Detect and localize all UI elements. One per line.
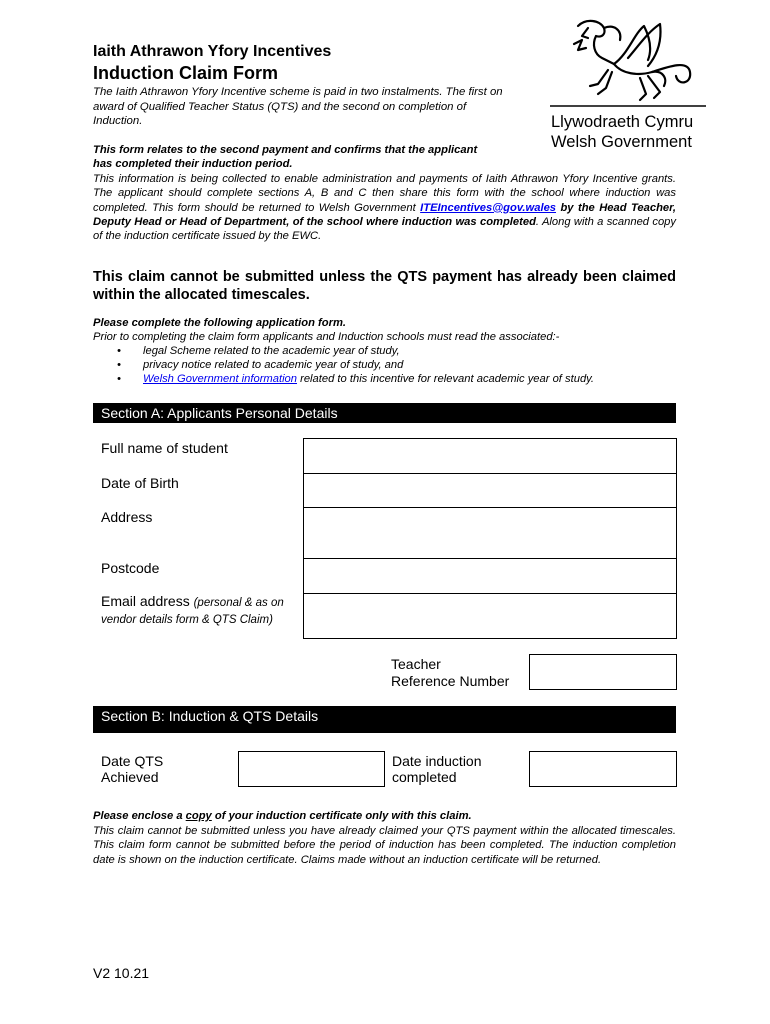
full-name-field[interactable] bbox=[303, 438, 677, 474]
address-field[interactable] bbox=[303, 507, 677, 559]
email-label: Email address (personal & as on vendor details form & QTS Claim) bbox=[101, 593, 284, 626]
wg-info-link[interactable]: Welsh Government information bbox=[143, 373, 297, 385]
info-text-2: by the Head Teacher, Deputy Head or Head of Department, of the school where induction was completed bbox=[93, 201, 676, 228]
info-text-3: . Along with a scanned copy of the induction certificate issued by the EWC. bbox=[93, 215, 676, 243]
full-name-label: Full name of student bbox=[101, 440, 228, 456]
prior-note: Prior to completing the claim form applicants and Induction schools must read the associated:- bbox=[93, 331, 560, 343]
qts-date-label: Date QTS Achieved bbox=[101, 753, 164, 785]
bullet-icon: • bbox=[117, 345, 121, 357]
postcode-label: Postcode bbox=[101, 560, 160, 576]
dob-label: Date of Birth bbox=[101, 475, 179, 491]
email-note: (personal & as on vendor details form & QTS Claim) bbox=[101, 597, 284, 626]
qts-date-field[interactable] bbox=[238, 751, 385, 787]
email-field[interactable] bbox=[303, 593, 677, 639]
please-complete: Please complete the following application form. bbox=[93, 317, 347, 329]
section-b-header: Section B: Induction & QTS Details bbox=[93, 706, 676, 733]
intro-text: The Iaith Athrawon Yfory Incentive scheme is paid in two instalments. The first on award of Qualified Teacher Status (QTS) and the second on completion of Induction. bbox=[93, 86, 503, 127]
dob-field[interactable] bbox=[303, 473, 677, 508]
address-label: Address bbox=[101, 509, 153, 525]
relates-note: This form relates to the second payment and confirms that the applicant has completed their induction period. bbox=[93, 144, 478, 170]
bullet-icon: • bbox=[117, 373, 121, 385]
trn-label: Teacher Reference Number bbox=[391, 656, 510, 689]
qts-warning: This claim cannot be submitted unless the QTS payment has already been claimed within the allocated timescales. bbox=[93, 269, 676, 303]
page-title: Induction Claim Form bbox=[93, 63, 279, 83]
trn-field[interactable] bbox=[529, 654, 677, 690]
gov-name-english: Welsh Government bbox=[551, 133, 692, 151]
gov-name-welsh: Llywodraeth Cymru bbox=[551, 113, 694, 131]
email-link[interactable]: ITEIncentives@gov.wales bbox=[420, 201, 557, 214]
section-a-header: Section A: Applicants Personal Details bbox=[93, 403, 676, 423]
postcode-field[interactable] bbox=[303, 558, 677, 594]
bullet-icon: • bbox=[117, 359, 121, 371]
induction-date-field[interactable] bbox=[529, 751, 677, 787]
enclose-body: This claim cannot be submitted unless you have already claimed your QTS payment within the allocated timescales. This claim form cannot be submitted before the period of induction has been completed. The induction completion date is shown on the induction certificate. Claims made without an induction certificate will be returned. bbox=[93, 825, 676, 866]
info-paragraph bbox=[93, 172, 676, 243]
enclose-note: Please enclose a copy of your induction certificate only with this claim. bbox=[93, 810, 472, 822]
version-label: V2 10.21 bbox=[93, 965, 150, 981]
info-text-1: This information is being collected to enable administration and payments of Iaith Athrawon Yfory Incentive grants. The applicant should complete sections A, B and C then share this form with the school where induction was completed. This form should be returned to Welsh Government bbox=[93, 173, 676, 214]
induction-date-label: Date induction completed bbox=[392, 753, 482, 785]
title-line-1: Iaith Athrawon Yfory Incentives bbox=[93, 43, 332, 60]
